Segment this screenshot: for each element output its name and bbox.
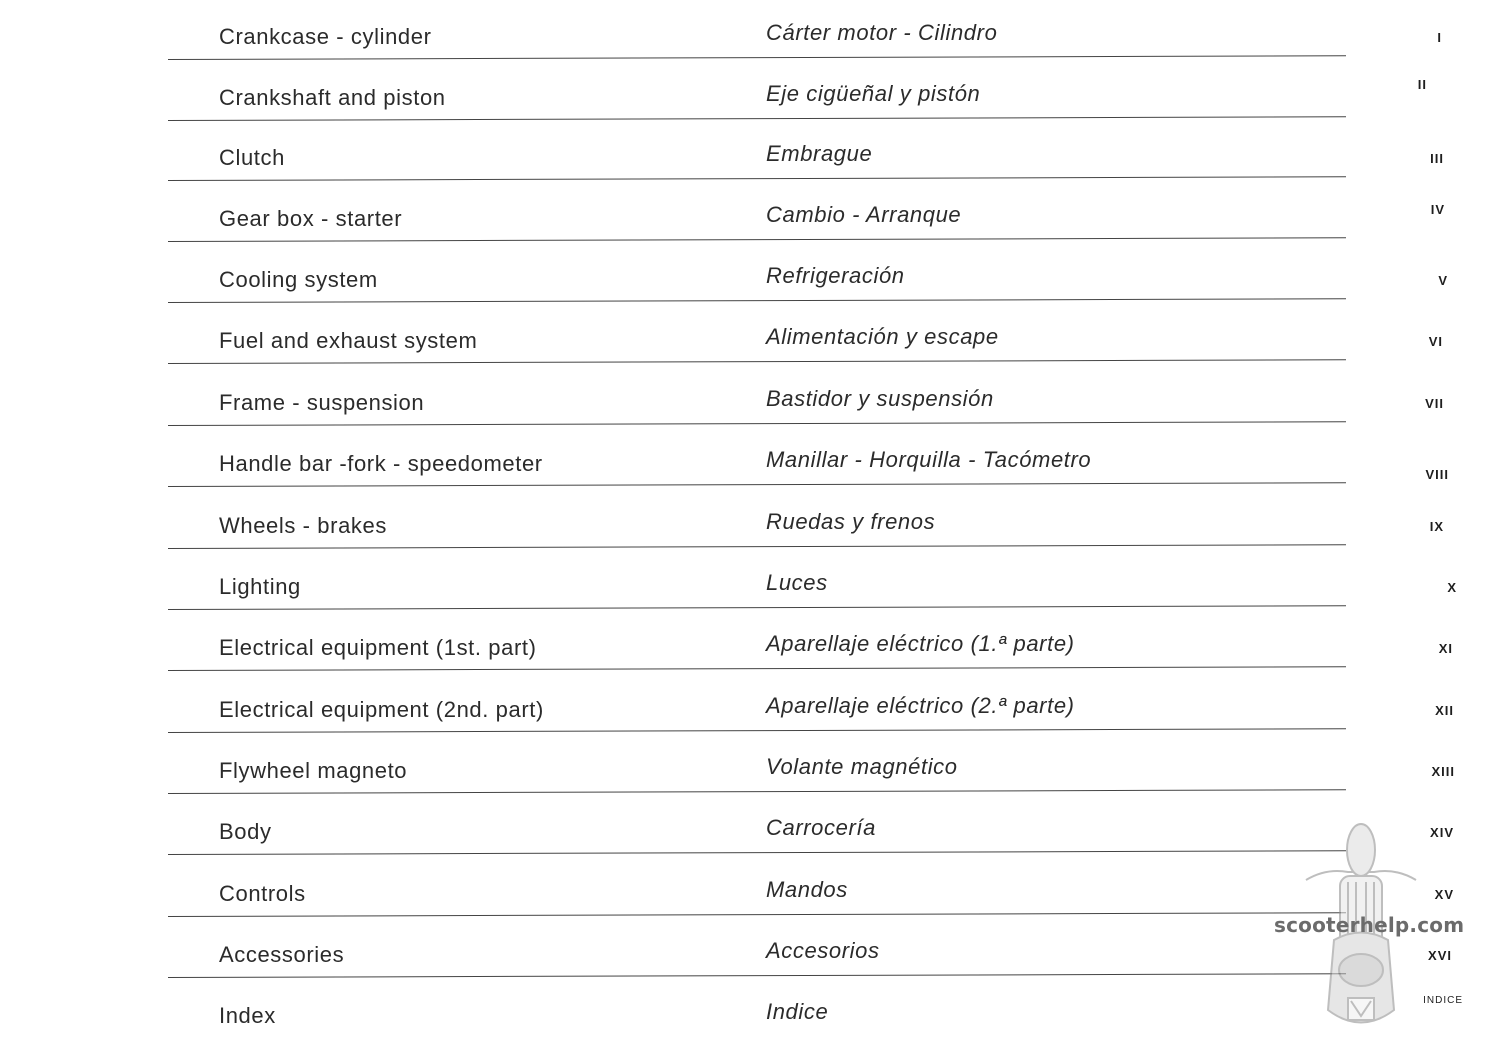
toc-title-spanish: Volante magnético — [766, 754, 958, 779]
toc-section-number: XI — [1438, 641, 1453, 656]
toc-title-spanish: Ruedas y frenos — [766, 509, 936, 534]
row-divider — [168, 605, 1346, 610]
toc-section-number: III — [1430, 151, 1444, 166]
row-divider — [168, 176, 1346, 181]
toc-title-english: Crankshaft and piston — [219, 85, 446, 110]
row-divider — [168, 789, 1346, 794]
watermark-text: scooterhelp.com — [1274, 913, 1465, 937]
toc-title-english: Flywheel magneto — [219, 758, 408, 783]
toc-section-number: X — [1447, 580, 1457, 595]
toc-row — [0, 427, 1500, 488]
toc-row — [0, 182, 1500, 243]
toc-title-spanish: Indice — [766, 999, 829, 1024]
toc-title-spanish: Cambio - Arranque — [766, 202, 962, 227]
toc-title-english: Handle bar -fork - speedometer — [219, 451, 543, 476]
toc-section-number: VII — [1425, 396, 1444, 411]
toc-row — [0, 489, 1500, 550]
toc-section-number: V — [1438, 273, 1448, 288]
toc-section-number: XV — [1434, 887, 1454, 902]
toc-section-number: XVI — [1428, 948, 1452, 963]
toc-row — [0, 611, 1500, 672]
toc-section-number: INDICE — [1423, 995, 1463, 1006]
toc-title-english: Cooling system — [219, 267, 378, 292]
row-divider — [168, 237, 1346, 242]
row-divider — [168, 359, 1346, 364]
toc-row — [0, 366, 1500, 427]
toc-title-english: Fuel and exhaust system — [219, 328, 478, 353]
toc-title-spanish: Bastidor y suspensión — [766, 386, 994, 411]
toc-row — [0, 857, 1500, 918]
toc-title-spanish: Accesorios — [766, 938, 880, 963]
toc-row — [0, 304, 1500, 365]
toc-title-spanish: Luces — [766, 570, 828, 595]
toc-title-english: Crankcase - cylinder — [219, 24, 432, 49]
toc-section-number: XIV — [1430, 825, 1454, 840]
toc-section-number: IV — [1430, 202, 1445, 217]
row-divider — [168, 55, 1346, 60]
toc-title-english: Accessories — [219, 942, 345, 967]
row-divider — [168, 544, 1346, 549]
toc-title-spanish: Carrocería — [766, 815, 876, 840]
row-divider — [168, 850, 1346, 855]
toc-title-english: Body — [219, 819, 272, 844]
row-divider — [168, 482, 1346, 487]
toc-section-number: VIII — [1425, 467, 1449, 482]
toc-title-english: Electrical equipment (1st. part) — [219, 635, 537, 660]
toc-title-english: Lighting — [219, 574, 301, 599]
toc-section-number: I — [1437, 30, 1442, 45]
toc-title-spanish: Aparellaje eléctrico (2.ª parte) — [766, 693, 1075, 718]
toc-title-english: Frame - suspension — [219, 390, 425, 415]
toc-title-spanish: Alimentación y escape — [766, 324, 999, 349]
toc-title-spanish: Embrague — [766, 141, 873, 166]
toc-section-number: IX — [1429, 519, 1444, 534]
row-divider — [168, 728, 1346, 733]
toc-title-spanish: Mandos — [766, 877, 848, 902]
row-divider — [168, 421, 1346, 426]
toc-title-english: Gear box - starter — [219, 206, 403, 231]
toc-row — [0, 61, 1500, 122]
toc-row — [0, 243, 1500, 304]
row-divider — [168, 912, 1346, 917]
toc-title-spanish: Refrigeración — [766, 263, 905, 288]
toc-title-english: Electrical equipment (2nd. part) — [219, 697, 544, 722]
toc-title-english: Clutch — [219, 145, 285, 170]
toc-row — [0, 673, 1500, 734]
toc-section-number: XIII — [1431, 764, 1455, 779]
toc-row — [0, 550, 1500, 611]
toc-section-number: VI — [1428, 334, 1443, 349]
toc-title-spanish: Manillar - Horquilla - Tacómetro — [766, 447, 1092, 472]
row-divider — [168, 973, 1346, 978]
toc-title-english: Index — [219, 1003, 276, 1028]
toc-title-english: Wheels - brakes — [219, 513, 387, 538]
row-divider — [168, 298, 1346, 303]
toc-row — [0, 734, 1500, 795]
toc-row — [0, 795, 1500, 856]
toc-row — [0, 121, 1500, 182]
row-divider — [168, 666, 1346, 671]
toc-title-english: Controls — [219, 881, 306, 906]
toc-row — [0, 0, 1500, 61]
toc-row — [0, 979, 1500, 1040]
toc-title-spanish: Eje cigüeñal y pistón — [766, 81, 981, 106]
toc-section-number: XII — [1435, 703, 1454, 718]
toc-title-spanish: Aparellaje eléctrico (1.ª parte) — [766, 631, 1075, 656]
toc-title-spanish: Cárter motor - Cilindro — [766, 20, 998, 45]
toc-section-number: II — [1417, 77, 1427, 92]
